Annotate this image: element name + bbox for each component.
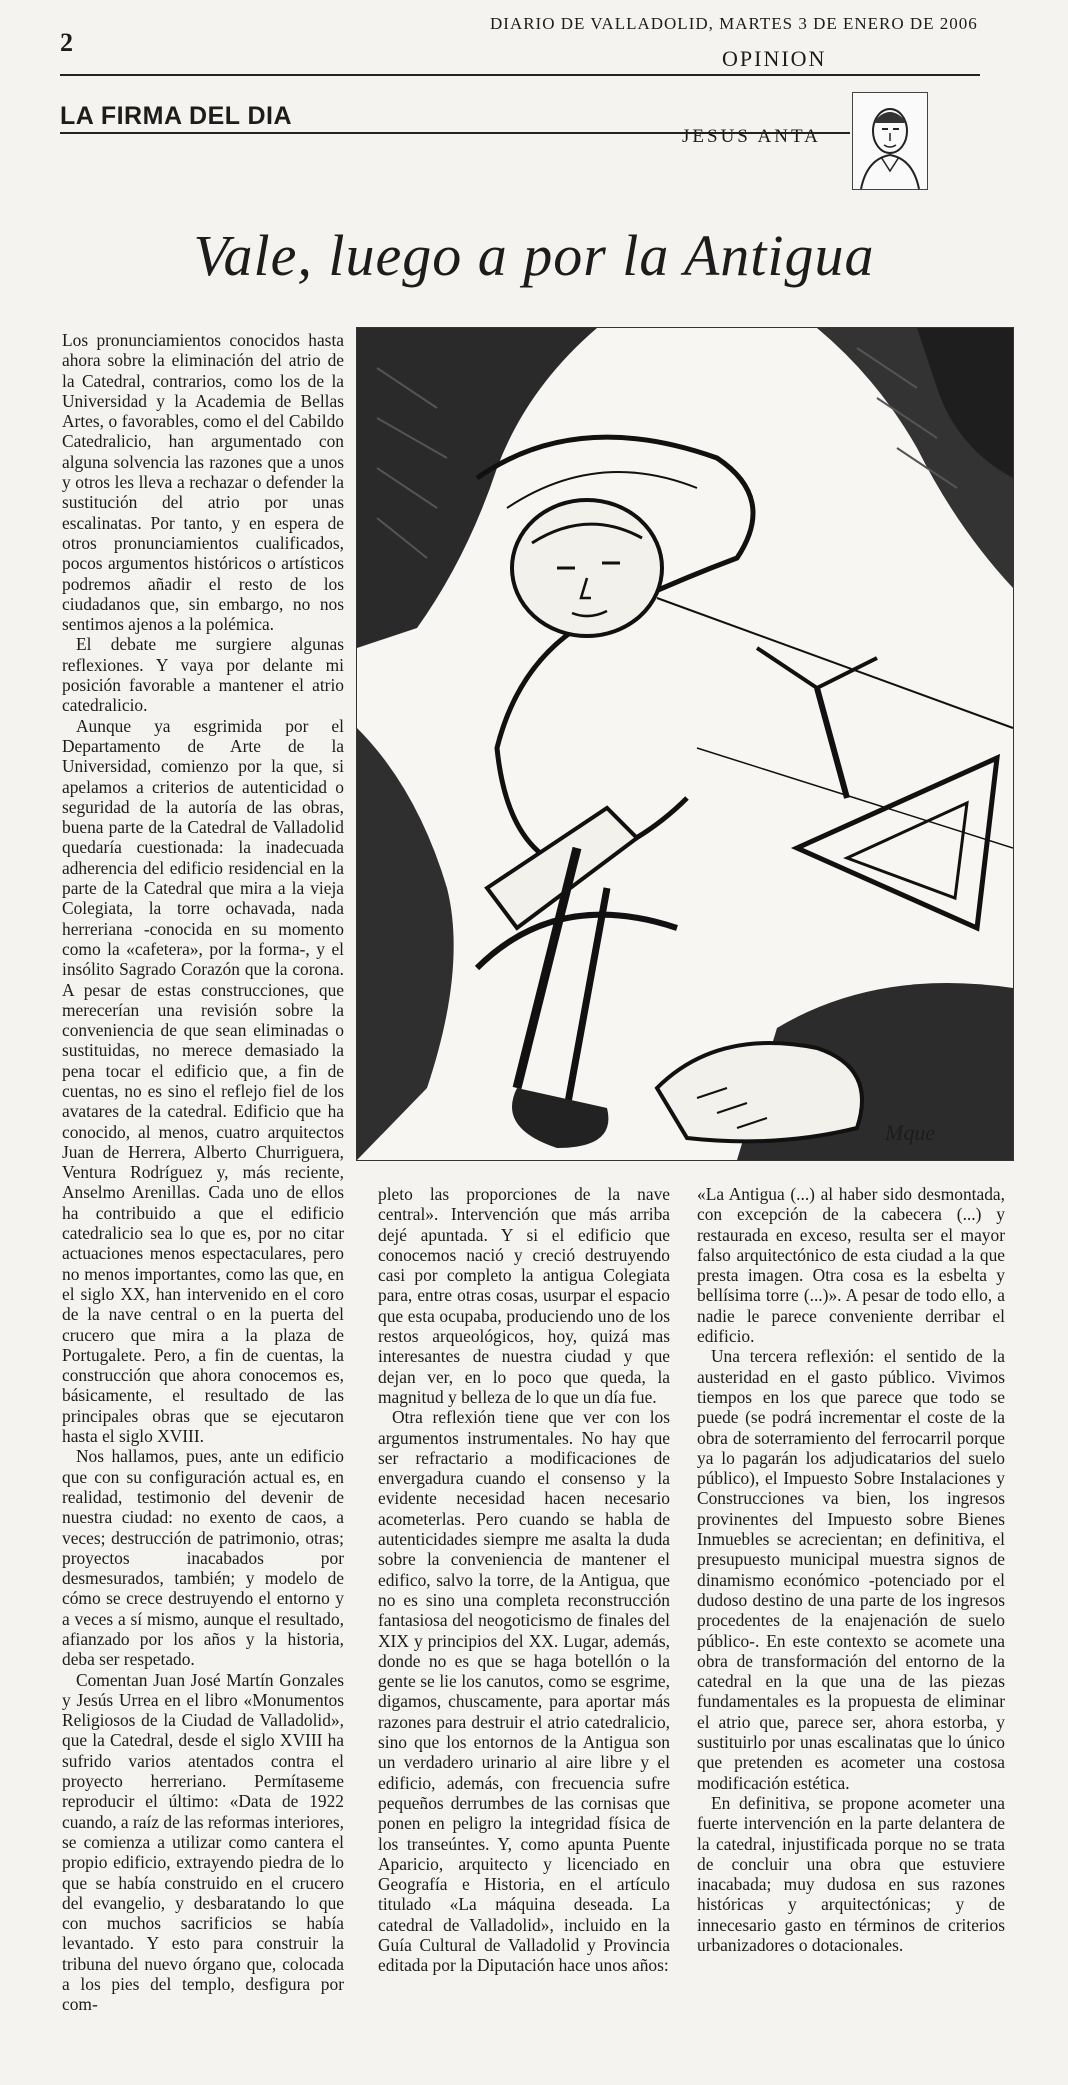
- paragraph: El debate me surgiere algunas reflexiones. Y vaya por delante mi posición favorable a mantener el atrio catedralicio.: [62, 634, 344, 716]
- author-byline: JESUS ANTA: [682, 126, 821, 147]
- publication-date: DIARIO DE VALLADOLID, MARTES 3 DE ENERO DE 2006: [490, 14, 978, 33]
- paragraph: Comentan Juan José Martín Gonzales y Jesús Urrea en el libro «Monumentos Religiosos de la Ciudad de Valladolid», que la Catedral, desde el siglo XVIII ha sufrido varios atentados contra el proyecto herreriano. Permítaseme reproducir el último: «Data de 1922 cuando, a raíz de las reformas interiores, se comienza a utilizar como cantera el propio edificio, extrayendo piedra de lo que se había construido en el crucero del evangelio, y desbaratando lo que con muchos sacrificios se había levantado. Y esto para construir la tribuna del nuevo órgano que, colocada a los pies del templo, desfigura por com-: [62, 1669, 344, 2015]
- author-photo: [852, 92, 928, 190]
- ink-drawing-illustration: [356, 327, 1014, 1161]
- illustrator-signature: Mque: [885, 1120, 936, 1145]
- article-column-3: [697, 1184, 1005, 1955]
- paragraph: Otra reflexión tiene que ver con los argumentos instrumentales. No hay que ser refractario a modificaciones de envergadura cuando el consenso y la evidente necesidad hacen necesario acometerlas. Pero cuando se habla de autenticidades siempre me asalta la duda sobre la conveniencia de mantener el edifico, salvo la torre, de la Antigua, que no es sino una completa reconstrucción fantasiosa del neogoticismo de finales del XIX y principios del XX. Lugar, además, donde no es que se haga botellón o la gente se lie los canutos, como se esgrime, digamos, chuscamente, para aportar más razones para destruir el atrio catedralicio, sino que los entornos de la Antigua son un verdadero urinario al aire libre y el edificio, además, con frecuencia sufre pequeños derrumbes de las cornisas que ponen en peligro la integridad física de los transeúntes. Y, como apunta Puente Aparicio, arquitecto y licenciado en Geografía e Historia, en el artículo titulado «La máquina deseada. La catedral de Valladolid», incluido en la Guía Cultural de Valladolid y Provincia editada por la Diputación hace unos años:: [378, 1407, 670, 1976]
- paragraph: Una tercera reflexión: el sentido de la austeridad en el gasto público. Vivimos tiempos en los que parece que todo se puede (se podrá incrementar el coste de la obra de soterramiento del ferrocarril porque ya lo pagarán los adjudicatarios del suelo público), el Impuesto Sobre Instalaciones y Construcciones va bien, los ingresos provinentes del Impuesto sobre Bienes Inmuebles se acrecientan; en definitiva, el presupuesto municipal muestra signos de dinamismo económico -potenciado por el dudoso destino de una parte de los ingresos procedentes de la enajenación de suelo público-. En este contexto se acomete una obra de transformación del entorno de la catedral en la que una de las piezas fundamentales es la propuesta de eliminar el atrio que, parece ser, ahora estorba, y sustituirlo por unas escalinatas que lo único que pretenden es acometer una costosa modificación estética.: [697, 1346, 1005, 1793]
- section-label: OPINION: [722, 46, 827, 71]
- header-rule: [60, 74, 980, 76]
- paragraph: «La Antigua (...) al haber sido desmontada, con excepción de la cabecera (...) y restaurada en exceso, resulta ser el mayor falso arquitectónico de esta ciudad a la que presta imagen. Otra cosa es la esbelta y bellísima torre (...)». A pesar de todo ello, a nadie le parece conveniente derribar el edificio.: [697, 1184, 1005, 1347]
- article-column-2: [378, 1184, 670, 1976]
- paragraph: pleto las proporciones de la nave central». Intervención que más arriba dejé apuntada. Y si el edificio que conocemos nació y creció destruyendo casi por completo la antigua Colegiata para, entre otras cosas, usurpar el espacio que esta ocupaba, produciendo uno de los restos arqueológicos, hoy, quizá mas interesantes de nuestra ciudad y que dejan ver, en lo poco que queda, la magnitud y belleza de lo que un día fue.: [378, 1184, 670, 1407]
- paragraph: En definitiva, se propone acometer una fuerte intervención en la parte delantera de la catedral, injustificada porque no se trata de concluir una obra que estuviere inacabada; muy dudosa en sus razones históricas y arquitectónicas; y de innecesario gasto en términos de criterios urbanizadores o dotacionales.: [697, 1792, 1005, 1955]
- headline: Vale, luego a por la Antigua: [193, 223, 875, 288]
- page-number: 2: [60, 28, 73, 57]
- paragraph: Los pronunciamientos conocidos hasta ahora sobre la eliminación del atrio de la Catedral, contrarios, como los de la Universidad y la Academia de Bellas Artes, o favorables, como el del Cabildo Catedralicio, han argumentado con alguna solvencia las razones que a unos y otros les lleva a rechazar o defender la sustitución del atrio por unas escalinatas. Por tanto, y en espera de otros pronunciamientos cualificados, pocos argumentos históricos o artísticos podremos añadir el resto de los ciudadanos que, sin embargo, no nos sentimos ajenos a la polémica.: [62, 330, 344, 635]
- column-kicker: LA FIRMA DEL DIA: [60, 102, 293, 130]
- paragraph: Aunque ya esgrimida por el Departamento de Arte de la Universidad, comienzo por la que, si apelamos a criterios de autenticidad o seguridad de la autoría de las obras, buena parte de la Catedral de Valladolid quedaría cuestionada: la inadecuada adherencia del edificio residencial en la parte de la Catedral que mira a la vieja Colegiata, la torre ochavada, nada herreriana -conocida en su momento como la «cafetera», por la forma-, y el insólito Sagrado Corazón que la corona. A pesar de estas construcciones, que merecerían una revisión sobre la conveniencia de que sean eliminadas o sustituidas, no merece demasiado la pena tocar el edificio que, a fin de cuentas, no es sino el reflejo fiel de los avatares de la catedral. Edificio que ha conocido, al menos, cuatro arquitectos Juan de Herrera, Alberto Churriguera, Ventura Rodríguez y, más reciente, Anselmo Arenillas. Cada uno de ellos ha contribuido a que el edificio catedralicio sea lo que es, por no citar actuaciones menos espectaculares, pero no menos importantes, como las que, en el siglo XX, han intervenido en el coro de la nave central o en la puerta del crucero que mira a la plaza de Portugalete. Pero, a fin de cuentas, la construcción que ahora conocemos es, básicamente, el resultado de las principales obras que se ejecutaron hasta el siglo XVIII.: [62, 715, 344, 1447]
- article-column-1: [62, 330, 344, 2015]
- paragraph: Nos hallamos, pues, ante un edificio que con su configuración actual es, en realidad, testimonio del devenir de nuestra ciudad: no exento de caos, a veces; destrucción de patrimonio, otras; proyectos inacabados por desmesurados, también; y modelo de cómo se crece destruyendo el entorno y a veces a sí mismo, aunque el resultado, afianzado por los años y la historia, deba ser respetado.: [62, 1446, 344, 1670]
